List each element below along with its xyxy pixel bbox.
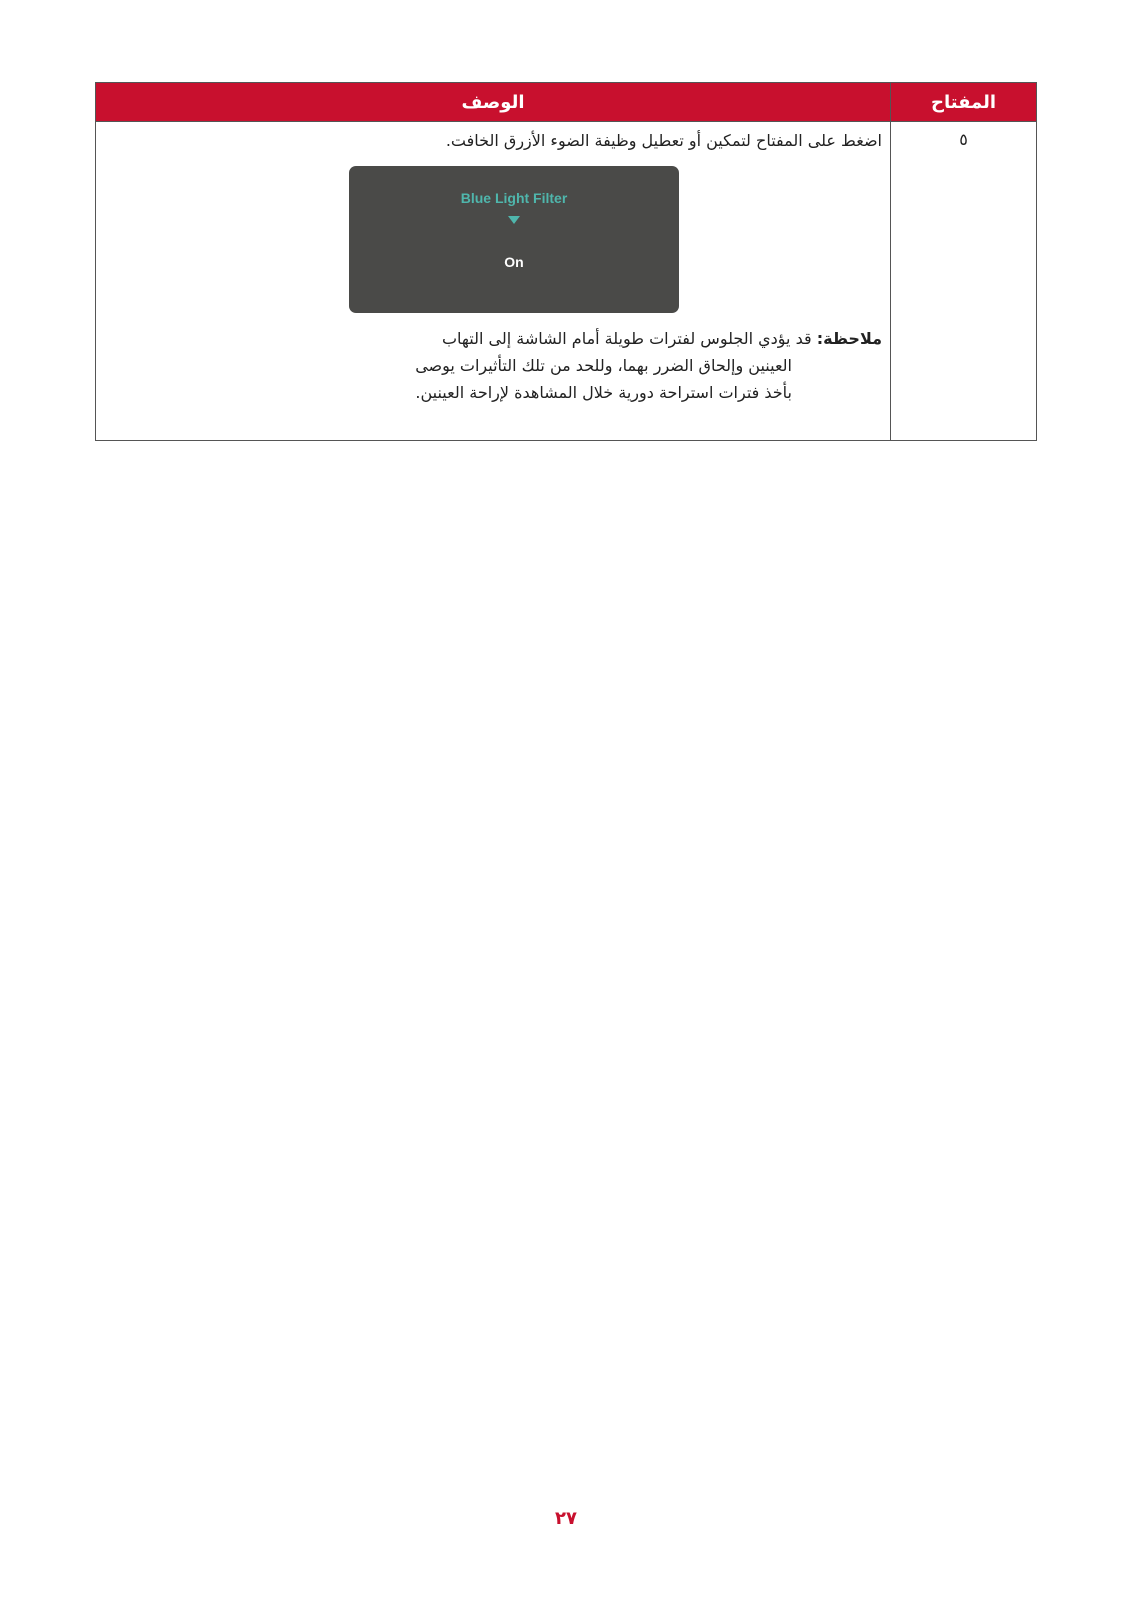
note-line-3: بأخذ فترات استراحة دورية خلال المشاهدة لإراحة العينين. bbox=[415, 383, 792, 402]
osd-title: Blue Light Filter bbox=[460, 190, 568, 206]
note-line-2: العينين وإلحاق الضرر بهما، وللحد من تلك التأثيرات يوصى bbox=[415, 356, 792, 375]
osd-preview-wrapper bbox=[106, 166, 882, 313]
table-header-row bbox=[96, 83, 1037, 122]
description-text: اضغط على المفتاح لتمكين أو تعطيل وظيفة الضوء الأزرق الخافت. bbox=[445, 131, 882, 150]
key-cell: ٥ bbox=[891, 122, 1037, 441]
key-description-table bbox=[95, 82, 1037, 441]
table-row bbox=[96, 122, 1037, 441]
header-description: الوصف bbox=[96, 83, 891, 122]
page-number: ٢٧ bbox=[555, 1508, 577, 1529]
osd-preview bbox=[349, 166, 679, 313]
description-cell bbox=[96, 122, 891, 441]
header-key: المفتاح bbox=[891, 83, 1037, 122]
chevron-down-icon bbox=[508, 216, 520, 224]
note-block bbox=[106, 325, 882, 406]
osd-value: On bbox=[504, 254, 524, 270]
note-label: ملاحظة: bbox=[816, 329, 882, 348]
note-line-1 bbox=[106, 325, 882, 352]
note-text-1: قد يؤدي الجلوس لفترات طويلة أمام الشاشة إلى التهاب bbox=[441, 329, 812, 348]
